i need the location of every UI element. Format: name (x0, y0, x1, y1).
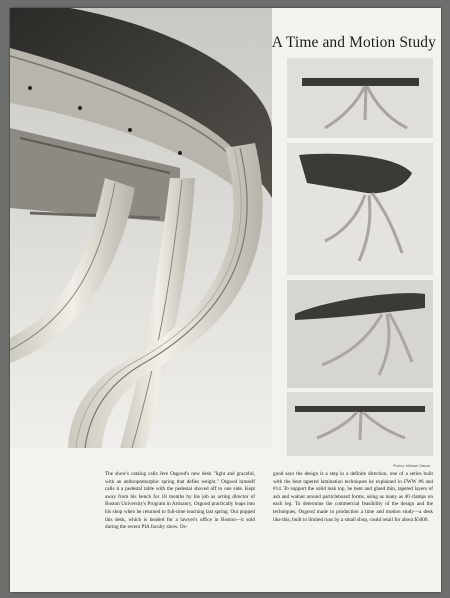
desk-photo-angled-view (287, 143, 433, 275)
desk-closeup-photo (10, 8, 272, 448)
desk-photo-low-view (287, 392, 433, 456)
magazine-page (10, 8, 441, 592)
body-column-2 (273, 471, 433, 524)
photo-credit: Photos: Michael Ostrow (393, 464, 430, 468)
body-column-1 (105, 471, 255, 532)
body-text-2: good says the design is a step in a definite direction, one of a series built with the bent tapered lamination techniques he explained in FWW #6 and #14. To support the solid teak top, he bent and glued thin, tapered layers of ash and walnut around particleboard forms, using as many as 40 clamps on each leg. To determine the commercial feasibility of the design and the techniques, Osgood made in production a time and motion study—a desk like this, built in limited runs by a small shop, could retail for about $5000. (273, 471, 433, 523)
desk-photo-side-view (287, 58, 433, 138)
desk-photo-front-view (287, 280, 433, 388)
body-text-1: The show's catalog calls Jere Osgood's new desk "light and graceful, with an anthropomorphic spring that defies weight." Osgood himself calls it a pedestal table with the pedestal shoved off to one side. Kept away from his bench for 18 months by his job as acting director of Boston University's Program in Artisanry, Osgood practically leaps into his shop when he returned to full-time teaching last spring. Out popped this desk, which is headed for a lawyer's office in Boston—it sold during the recent PIA faculty show. Os- (105, 471, 255, 531)
article-title: A Time and Motion Study (271, 34, 436, 51)
